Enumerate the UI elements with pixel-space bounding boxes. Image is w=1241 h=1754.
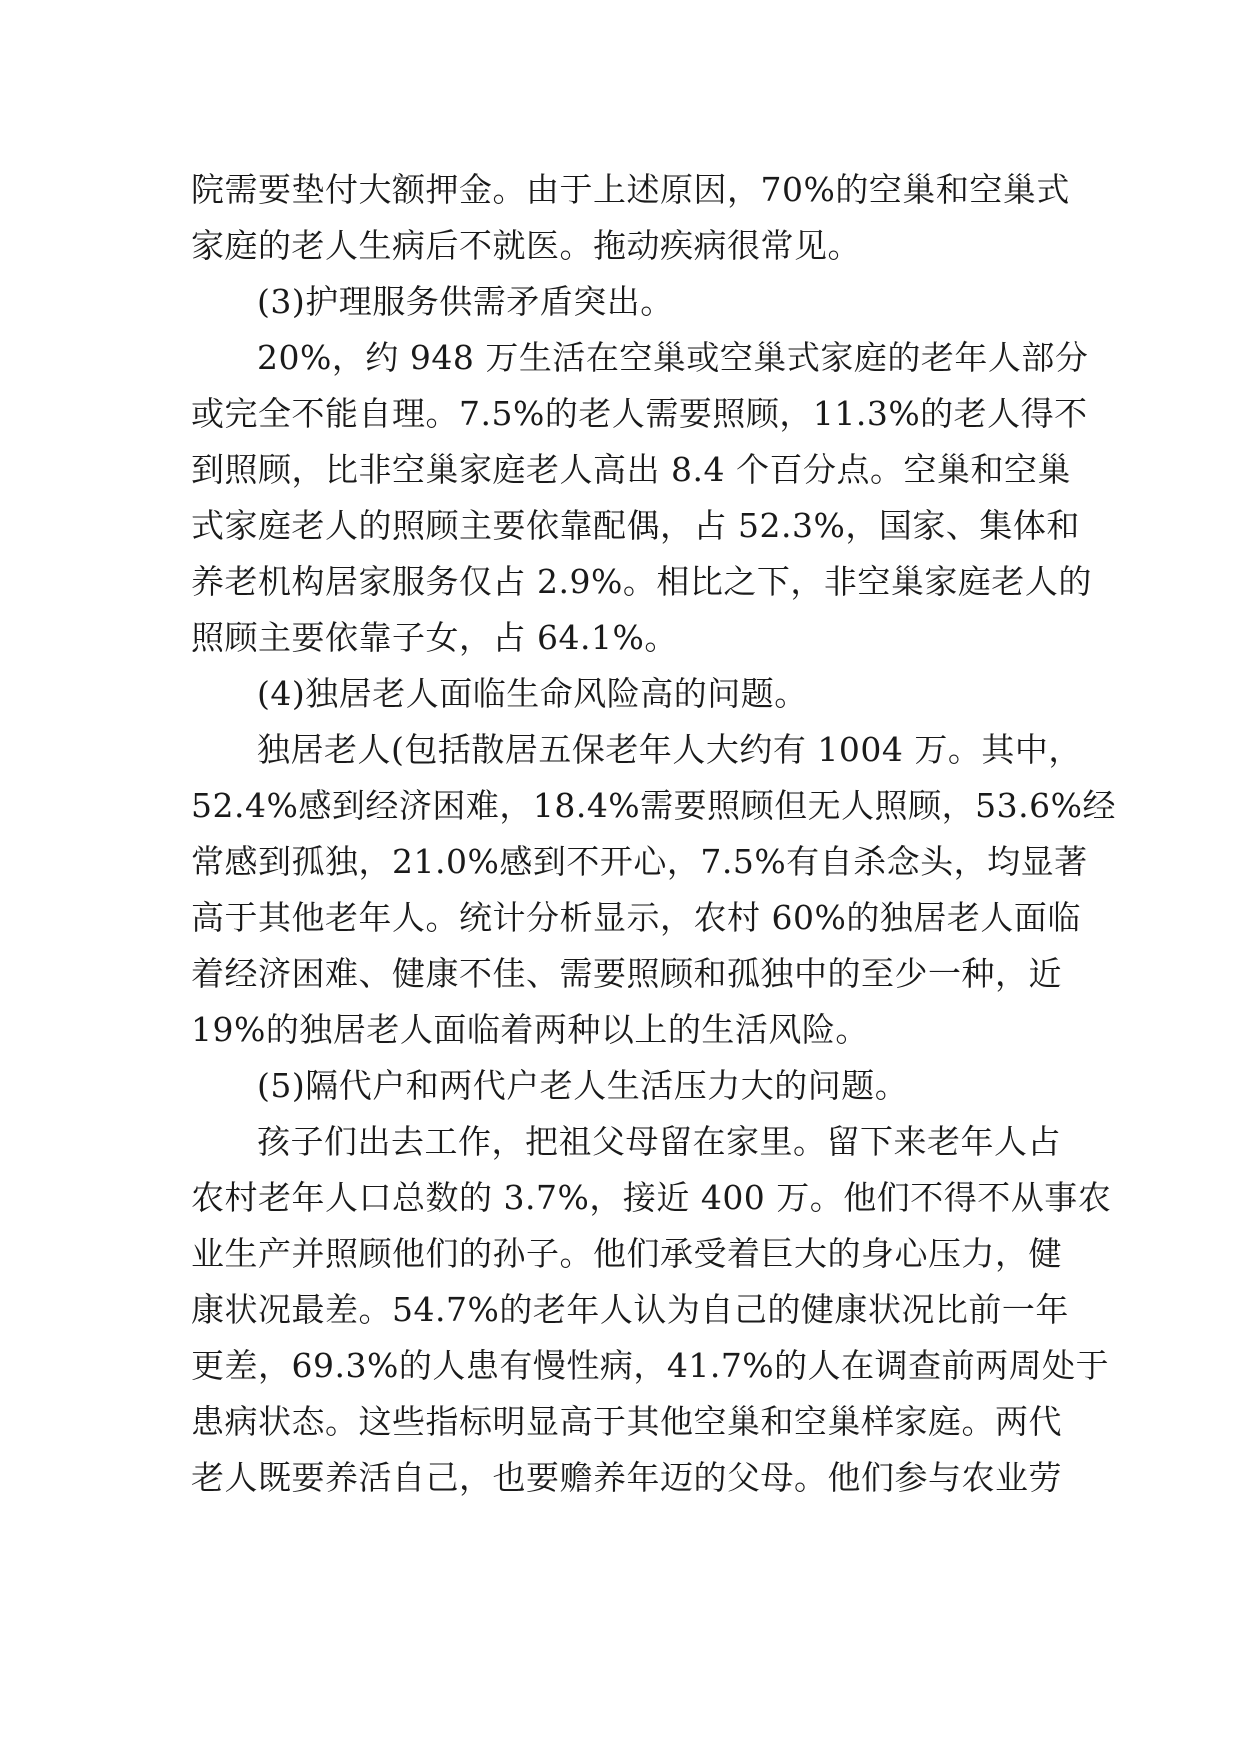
text-line: 家庭的老人生病后不就医。拖动疾病很常见。 xyxy=(191,226,861,265)
text-line: 到照顾，比非空巢家庭老人高出 8.4 个百分点。空巢和空巢 xyxy=(191,450,1071,489)
text-line: 养老机构居家服务仅占 2.9%。相比之下，非空巢家庭老人的 xyxy=(191,562,1092,601)
text-line: 孩子们出去工作，把祖父母留在家里。留下来老年人占 xyxy=(257,1122,1061,1161)
text-line: 院需要垫付大额押金。由于上述原因，70%的空巢和空巢式 xyxy=(191,170,1070,209)
text-line: 52.4%感到经济困难，18.4%需要照顾但无人照顾，53.6%经 xyxy=(191,786,1116,825)
text-line: 业生产并照顾他们的孙子。他们承受着巨大的身心压力，健 xyxy=(191,1234,1062,1273)
text-line: 19%的独居老人面临着两种以上的生活风险。 xyxy=(191,1010,869,1049)
text-line: 老人既要养活自己，也要赡养年迈的父母。他们参与农业劳 xyxy=(191,1458,1062,1497)
text-line: 或完全不能自理。7.5%的老人需要照顾，11.3%的老人得不 xyxy=(191,394,1088,433)
text-line: 更差，69.3%的人患有慢性病，41.7%的人在调查前两周处于 xyxy=(191,1346,1110,1385)
text-line: 患病状态。这些指标明显高于其他空巢和空巢样家庭。两代 xyxy=(191,1402,1062,1441)
text-line: 照顾主要依靠子女，占 64.1%。 xyxy=(191,618,678,657)
text-line: 20%，约 948 万生活在空巢或空巢式家庭的老年人部分 xyxy=(257,338,1089,377)
text-line: 独居老人(包括散居五保老年人大约有 1004 万。其中， xyxy=(257,730,1082,769)
text-line: 式家庭老人的照顾主要依靠配偶，占 52.3%，国家、集体和 xyxy=(191,506,1080,545)
section-heading: (3)护理服务供需矛盾突出。 xyxy=(257,282,674,321)
body-text xyxy=(191,162,1116,1506)
text-line: 着经济困难、健康不佳、需要照顾和孤独中的至少一种，近 xyxy=(191,954,1062,993)
section-heading: (4)独居老人面临生命风险高的问题。 xyxy=(257,674,808,713)
text-line: 高于其他老年人。统计分析显示，农村 60%的独居老人面临 xyxy=(191,898,1081,937)
section-heading: (5)隔代户和两代户老人生活压力大的问题。 xyxy=(257,1066,909,1105)
text-line: 农村老年人口总数的 3.7%，接近 400 万。他们不得不从事农 xyxy=(191,1178,1112,1217)
text-line: 常感到孤独，21.0%感到不开心，7.5%有自杀念头，均显著 xyxy=(191,842,1088,881)
text-line: 康状况最差。54.7%的老年人认为自己的健康状况比前一年 xyxy=(191,1290,1069,1329)
